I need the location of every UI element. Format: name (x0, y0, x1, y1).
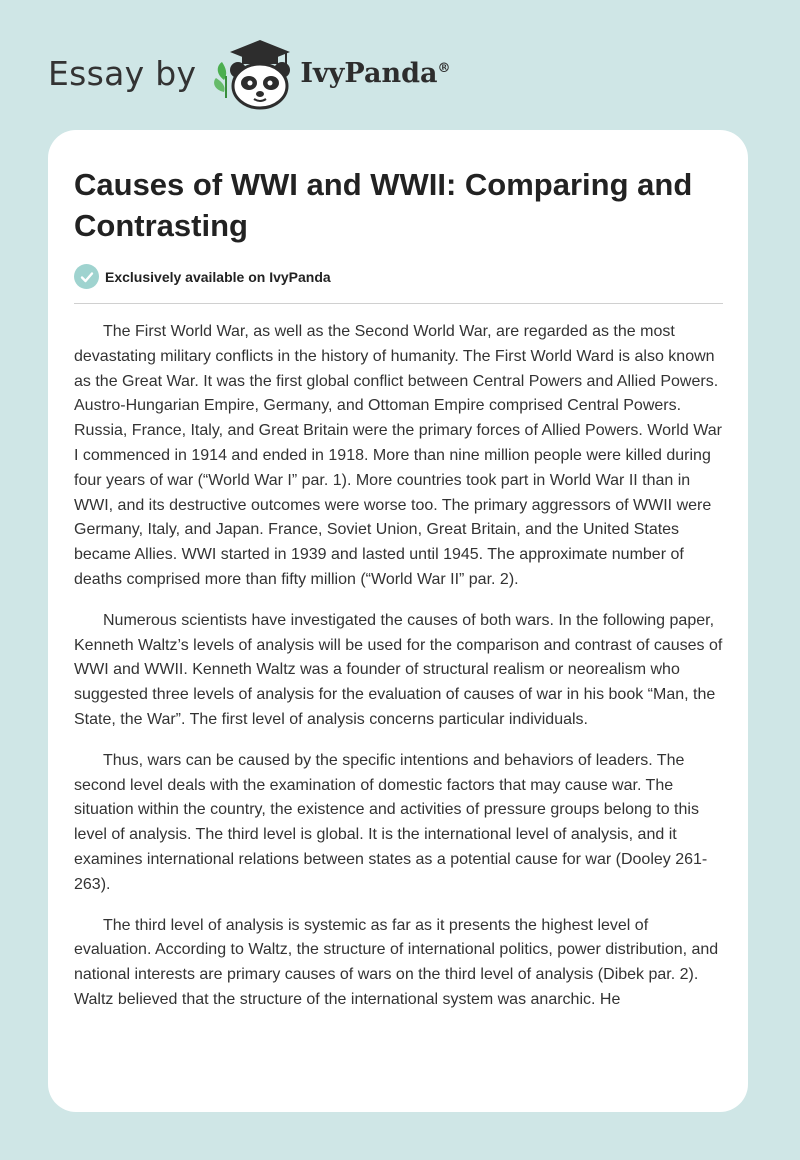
leaf-icon (214, 62, 226, 98)
paragraph: The third level of analysis is systemic as far as it presents the highest level of evaluation. According to Waltz, the structure of international politics, power distribution, and national interests are primary causes of wars on the third level of analysis (Dibek par. 2). Waltz believed that the structure of the international system was anarchic. He (74, 916, 719, 1008)
ivypanda-logo[interactable] (210, 36, 450, 110)
paragraph: Thus, wars can be caused by the specific intentions and behaviors of leaders. The second level deals with the examination of domestic factors that may cause war. The situation within the country, the existence and activities of pressure groups belong to this level of analysis. The third level is global. It is the international level of analysis, and it examines international relations between states as a potential cause for war (Dooley 261-263). (74, 751, 708, 893)
exclusive-badge (74, 264, 331, 289)
badge-label: Exclusively available on IvyPanda (105, 268, 331, 285)
paragraph: Numerous scientists have investigated the causes of both wars. In the following paper, Kenneth Waltz’s levels of analysis will be used for the comparison and contrast of causes of WWI and WWII. Kenneth Waltz was a founder of structural realism or neorealism who suggested three levels of analysis for the evaluation of causes of war in his book “Man, the State, the War”. The first level of analysis concerns particular individuals. (74, 611, 723, 728)
essay-body (74, 320, 726, 1029)
brand-name: IvyPanda® (300, 57, 451, 89)
panda-logo-icon (210, 36, 298, 110)
essay-by-label: Essay by (48, 53, 197, 93)
registered-mark: ® (437, 60, 451, 76)
essay-card (48, 130, 748, 1112)
check-icon (74, 264, 99, 289)
page-title: Causes of WWI and WWII: Comparing and Contrasting (74, 167, 693, 243)
site-header (48, 36, 508, 110)
paragraph: The First World War, as well as the Second World War, are regarded as the most devastating military conflicts in the history of humanity. The First World Ward is also known as the Great War. It was the first global conflict between Central Powers and Allied Powers. Austro-Hungarian Empire, Germany, and Ottoman Empire comprised Central Powers. Russia, France, Italy, and Great Britain were the primary forces of Allied Powers. World War I commenced in 1914 and ended in 1918. More than nine million people were killed during four years of war (“World War I” par. 1). More countries took part in World War II than in WWI, and its destructive outcomes were worse too. The primary aggressors of WWII were Germany, Italy, and Japan. France, Soviet Union, Great Britain, and the United States became Allies. WWI started in 1939 and lasted until 1945. The approximate number of deaths comprised more than fifty million (“World War II” par. 2). (74, 323, 722, 588)
divider (74, 303, 723, 304)
